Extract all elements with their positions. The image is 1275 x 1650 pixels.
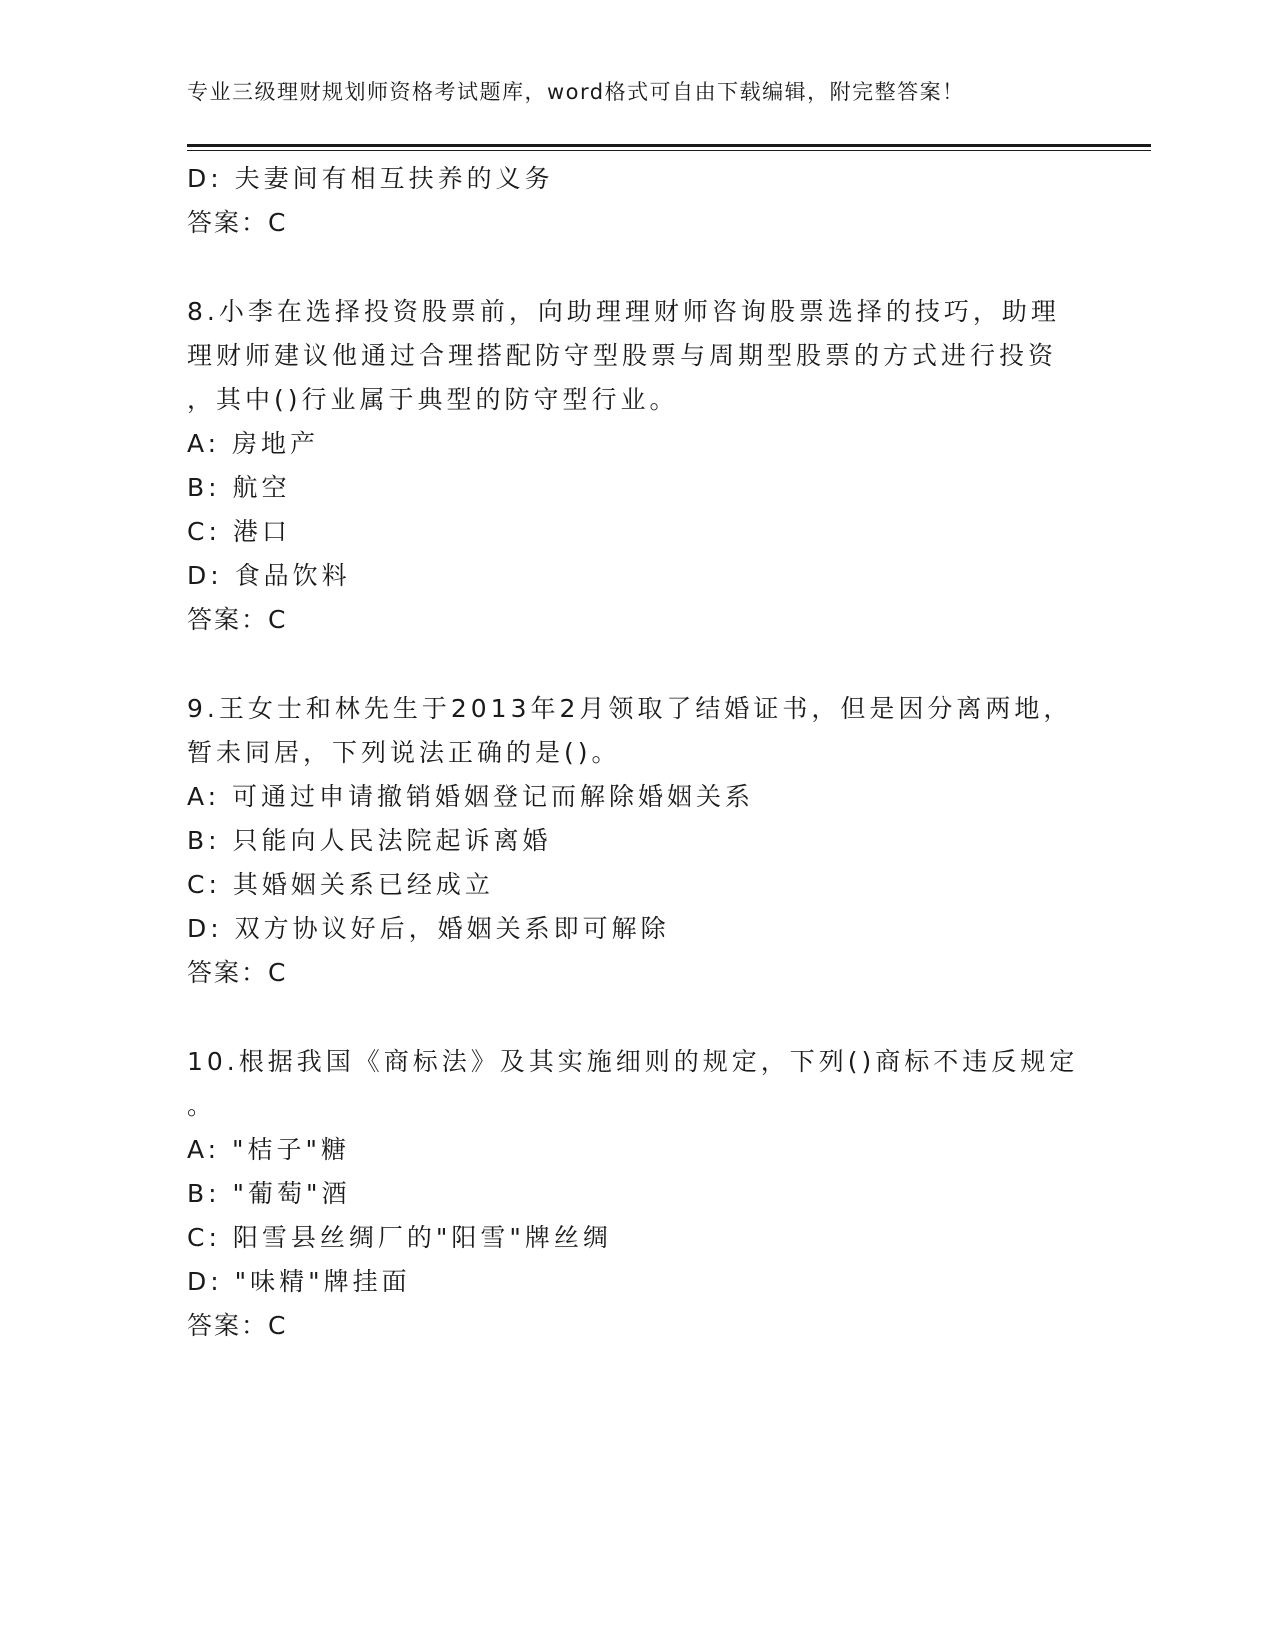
q8-option-c: C: 港口	[187, 517, 291, 546]
q10-option-c: C: 阳雪县丝绸厂的"阳雪"牌丝绸	[187, 1223, 612, 1252]
page-header: 专业三级理财规划师资格考试题库，word格式可自由下载编辑，附完整答案！	[187, 80, 965, 104]
q9-stem-line2: 暂未同居，下列说法正确的是()。	[187, 738, 621, 767]
prev-answer: 答案：C	[187, 208, 288, 237]
q9-stem-line1: 9.王女士和林先生于2013年2月领取了结婚证书，但是因分离两地，	[187, 694, 1073, 723]
prev-option-d: D: 夫妻间有相互扶养的义务	[187, 164, 554, 193]
q9-option-a: A: 可通过申请撤销婚姻登记而解除婚姻关系	[187, 782, 755, 811]
q8-option-a: A: 房地产	[187, 429, 320, 458]
q8-option-b: B: 航空	[187, 473, 291, 502]
q10-stem-line2: 。	[187, 1091, 217, 1120]
header-rule-thin	[187, 150, 1151, 151]
q8-answer: 答案：C	[187, 605, 288, 634]
q10-answer: 答案：C	[187, 1311, 288, 1340]
header-rule-thick	[187, 144, 1151, 147]
q10-stem-line1: 10.根据我国《商标法》及其实施细则的规定，下列()商标不违反规定	[187, 1047, 1079, 1076]
q10-option-d: D: "味精"牌挂面	[187, 1267, 411, 1296]
q10-option-a: A: "桔子"糖	[187, 1135, 351, 1164]
q8-option-d: D: 食品饮料	[187, 561, 351, 590]
q10-option-b: B: "葡萄"酒	[187, 1179, 351, 1208]
q9-option-c: C: 其婚姻关系已经成立	[187, 870, 494, 899]
q8-stem-line2: 理财师建议他通过合理搭配防守型股票与周期型股票的方式进行投资	[187, 341, 1058, 370]
q9-answer: 答案：C	[187, 958, 288, 987]
q9-option-b: B: 只能向人民法院起诉离婚	[187, 826, 552, 855]
q8-stem-line1: 8.小李在选择投资股票前，向助理理财师咨询股票选择的技巧，助理	[187, 297, 1060, 326]
q8-stem-line3: ，其中()行业属于典型的防守型行业。	[187, 385, 679, 414]
q9-option-d: D: 双方协议好后，婚姻关系即可解除	[187, 914, 670, 943]
